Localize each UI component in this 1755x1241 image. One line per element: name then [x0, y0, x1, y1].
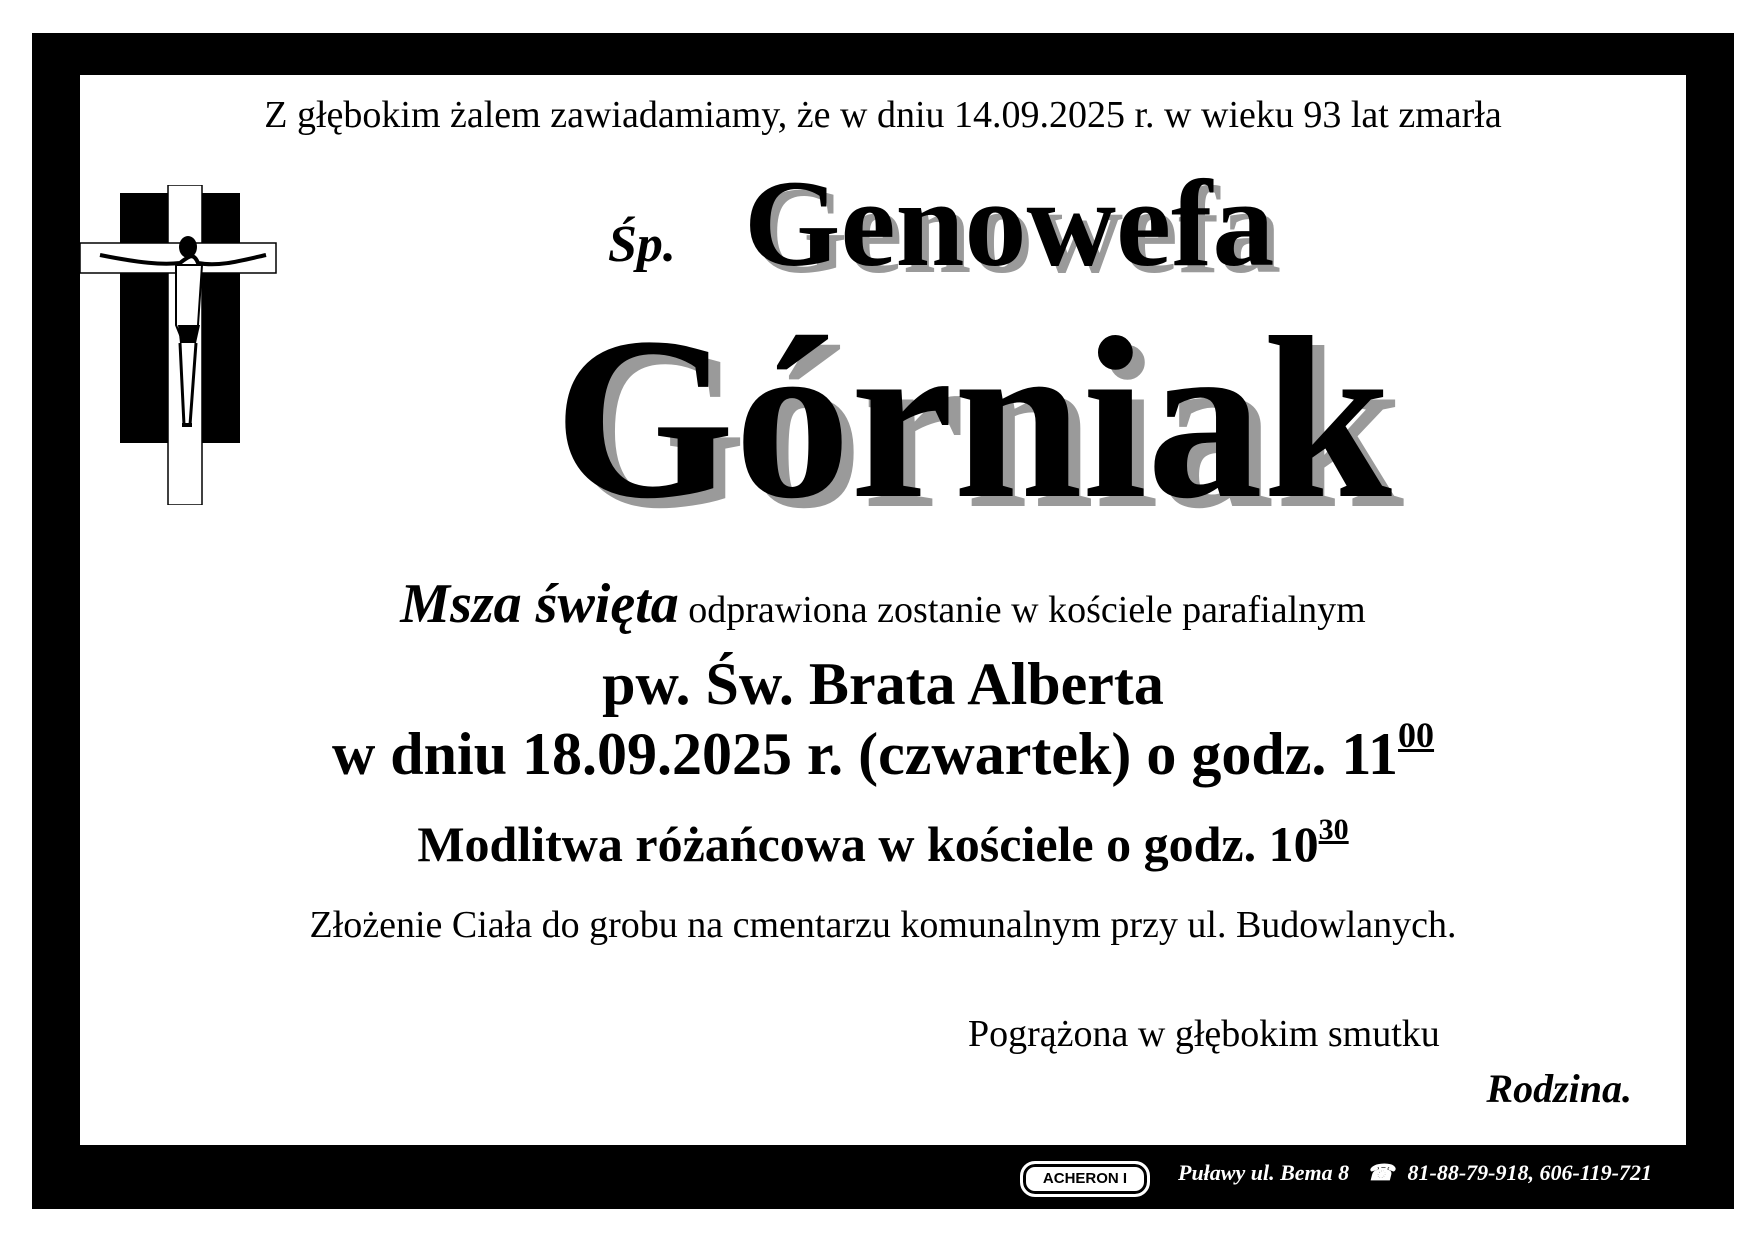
footer-phones: 81-88-79-918, 606-119-721 — [1407, 1160, 1652, 1185]
acheron-logo — [1020, 1161, 1150, 1197]
grief-text: Pogrążona w głębokim smutku — [968, 1013, 1440, 1055]
church-name: pw. Św. Brata Alberta — [602, 651, 1164, 717]
phone-icon: ☎ — [1366, 1160, 1395, 1185]
footer-address: Puławy ul. Bema 8 — [1178, 1160, 1350, 1185]
mass-rest: odprawiona zostanie w kościele parafialnym — [688, 589, 1366, 631]
logo-text: ACHERON I — [1042, 1170, 1128, 1187]
mass-datetime-text: w dniu 18.09.2025 r. (czwartek) o godz. 11 — [331, 721, 1399, 787]
contact-info — [1178, 1160, 1652, 1186]
mass-datetime — [80, 715, 1686, 789]
intro-text: Z głębokim żalem zawiadamiamy, że w dniu 14.09.2025 r. w wieku 93 lat zmarła — [264, 94, 1502, 136]
mass-time-minutes: 00 — [1398, 715, 1435, 755]
notice-panel — [80, 75, 1686, 1145]
name-row — [80, 153, 1686, 303]
first-name: Genowefa — [744, 155, 1275, 292]
rosary-line — [80, 812, 1686, 873]
burial-text: Złożenie Ciała do grobu na cmentarzu komunalnym przy ul. Budowlanych. — [309, 904, 1457, 946]
family-signature: Rodzina. — [1486, 1066, 1632, 1111]
rosary-text: Modlitwa różańcowa w kościele o godz. 10 — [417, 816, 1319, 872]
sp-prefix: Śp. — [608, 216, 676, 273]
surname: Górniak — [554, 290, 1392, 547]
mass-lead: Msza święta — [400, 573, 679, 635]
mass-line — [80, 572, 1686, 636]
footer — [1020, 1145, 1730, 1209]
rosary-time-minutes: 30 — [1318, 812, 1349, 846]
